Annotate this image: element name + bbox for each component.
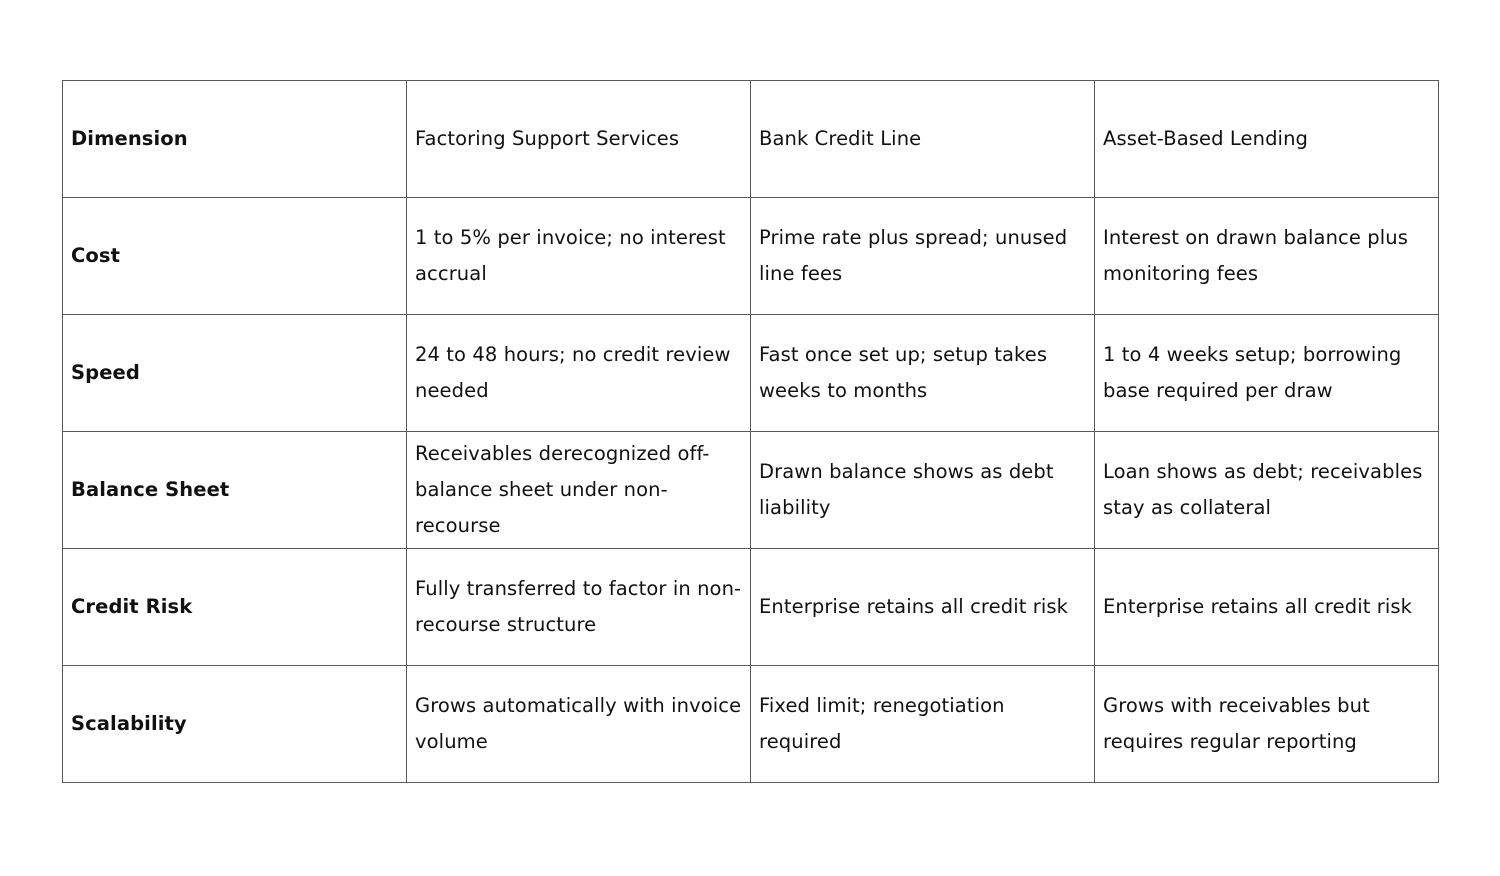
table-cell: 1 to 5% per invoice; no interest accrual: [407, 198, 751, 315]
row-label: Credit Risk: [63, 549, 407, 666]
row-label: Scalability: [63, 666, 407, 783]
table-cell: Fully transferred to factor in non-recourse structure: [407, 549, 751, 666]
row-label: Speed: [63, 315, 407, 432]
table-cell: Interest on drawn balance plus monitoring fees: [1095, 198, 1439, 315]
table-row-speed: [63, 315, 1439, 432]
header-cell-factoring: Factoring Support Services: [407, 81, 751, 198]
table-cell: Enterprise retains all credit risk: [1095, 549, 1439, 666]
table-cell: Enterprise retains all credit risk: [751, 549, 1095, 666]
table-cell: Fast once set up; setup takes weeks to months: [751, 315, 1095, 432]
table-cell: Prime rate plus spread; unused line fees: [751, 198, 1095, 315]
header-cell-asset-based-lending: Asset-Based Lending: [1095, 81, 1439, 198]
table-cell: Receivables derecognized off-balance sheet under non-recourse: [407, 432, 751, 549]
table-row-credit-risk: [63, 549, 1439, 666]
table-row-cost: [63, 198, 1439, 315]
table-cell: Grows with receivables but requires regular reporting: [1095, 666, 1439, 783]
header-cell-bank-credit-line: Bank Credit Line: [751, 81, 1095, 198]
table-cell: Loan shows as debt; receivables stay as collateral: [1095, 432, 1439, 549]
row-label: Balance Sheet: [63, 432, 407, 549]
header-cell-dimension: Dimension: [63, 81, 407, 198]
table-cell: Grows automatically with invoice volume: [407, 666, 751, 783]
table-row-scalability: [63, 666, 1439, 783]
table-cell: 24 to 48 hours; no credit review needed: [407, 315, 751, 432]
table-cell: Drawn balance shows as debt liability: [751, 432, 1095, 549]
table-row-balance-sheet: [63, 432, 1439, 549]
row-label: Cost: [63, 198, 407, 315]
comparison-table: [62, 80, 1439, 783]
table-cell: Fixed limit; renegotiation required: [751, 666, 1095, 783]
table-header-row: [63, 81, 1439, 198]
table-cell: 1 to 4 weeks setup; borrowing base required per draw: [1095, 315, 1439, 432]
